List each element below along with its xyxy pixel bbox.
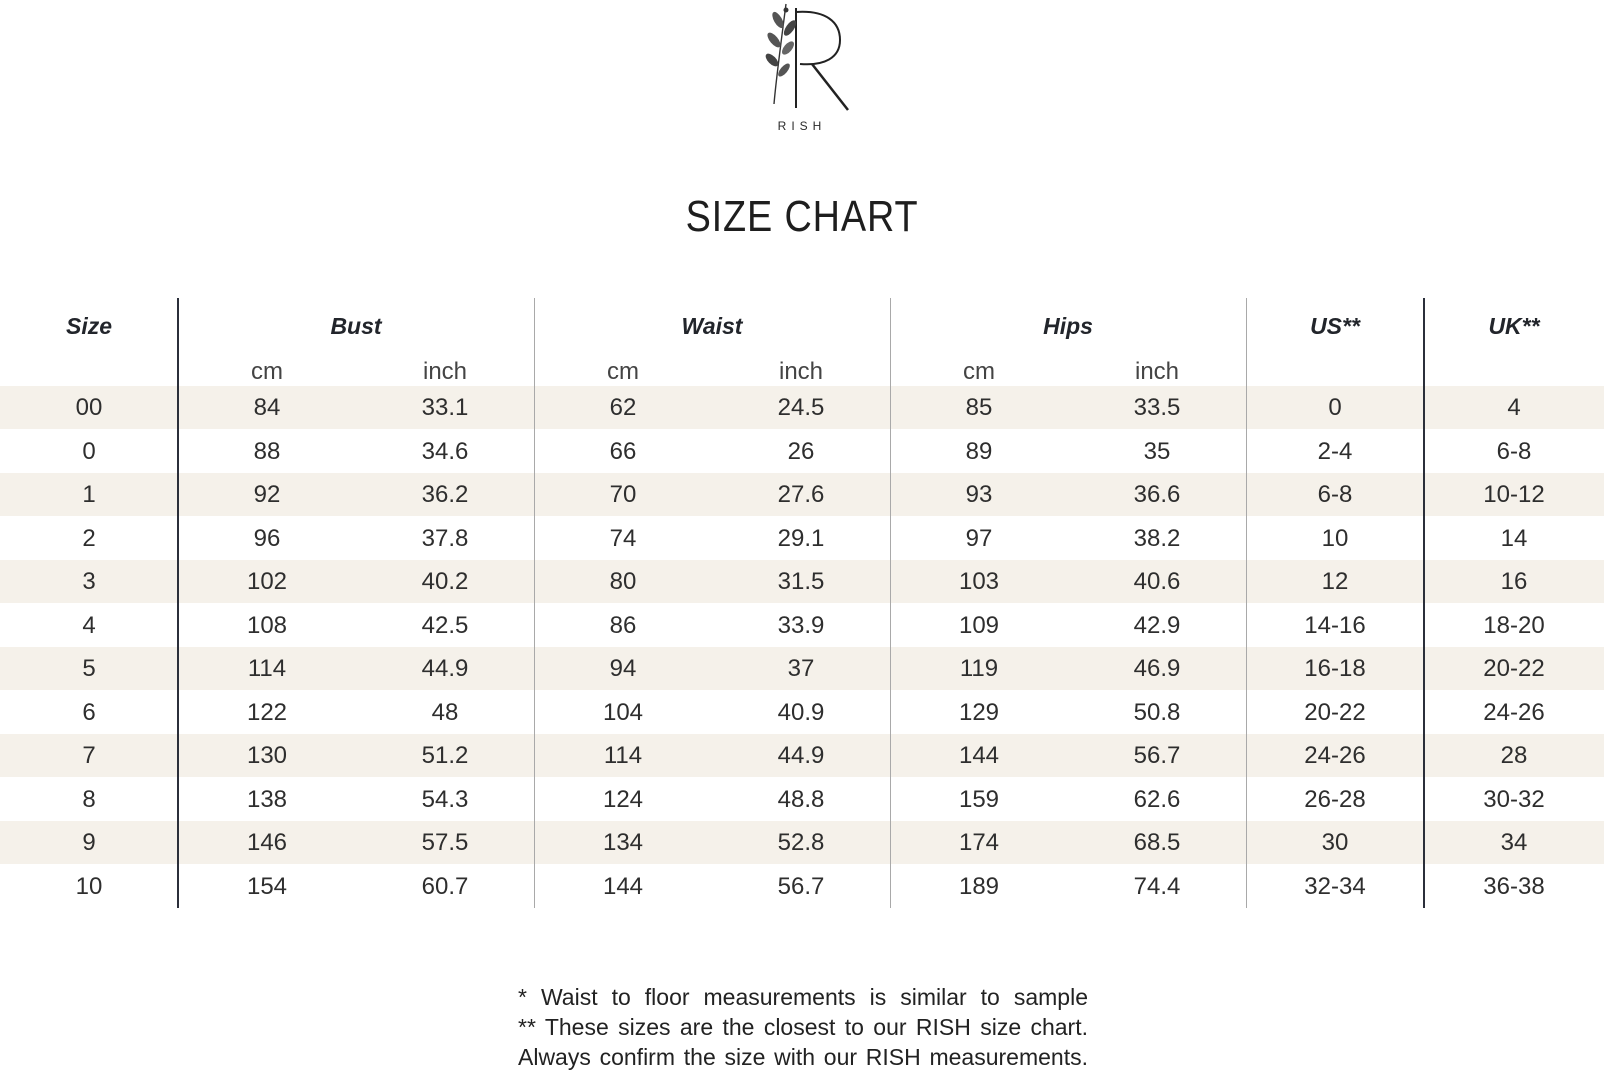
cell-bust-inch: 48 [431,698,459,726]
cell-hips-inch: 74.4 [1133,872,1181,900]
cell-hips-cm: 109 [958,611,1000,639]
unit-waist-cm: cm [607,358,639,385]
cell-size: 1 [82,481,96,508]
cell-hips-cm: 189 [958,872,1000,900]
cell-waist-inch: 40.9 [777,698,825,726]
cell-bust-cm: 96 [253,524,281,552]
cell-waist-inch: 29.1 [777,524,825,552]
cell-size: 5 [82,655,96,682]
brand-name: RISH [777,119,827,133]
cell-size: 00 [75,394,103,421]
table-row [0,647,1604,690]
header-us: US** [1310,313,1360,339]
cell-bust-cm: 122 [246,698,288,726]
header-uk: UK** [1488,313,1540,339]
cell-uk: 24-26 [1483,698,1545,726]
cell-us: 6-8 [1317,481,1353,508]
header-waist: Waist [681,313,743,339]
column-divider [177,298,179,908]
cell-bust-cm: 88 [253,437,281,465]
cell-waist-inch: 56.7 [777,872,825,900]
column-divider [534,298,535,908]
cell-hips-cm: 93 [965,481,993,508]
cell-waist-inch: 26 [787,437,815,465]
cell-us: 32-34 [1304,872,1366,900]
cell-bust-inch: 37.8 [421,524,469,552]
cell-waist-inch: 27.6 [777,481,825,508]
cell-us: 10 [1321,524,1349,552]
unit-hips-cm: cm [963,358,995,385]
cell-waist-cm: 86 [609,611,637,639]
table-row [0,734,1604,777]
cell-hips-inch: 62.6 [1133,785,1181,813]
cell-size: 3 [82,568,96,595]
unit-bust-inch: inch [422,358,468,385]
cell-hips-inch: 33.5 [1133,394,1181,421]
cell-uk: 4 [1507,394,1521,421]
cell-hips-inch: 56.7 [1133,742,1181,769]
cell-hips-inch: 68.5 [1133,829,1181,856]
cell-us: 12 [1321,568,1349,595]
cell-bust-inch: 40.2 [421,568,469,595]
cell-bust-cm: 138 [246,785,288,813]
footnotes [518,982,1088,1072]
cell-size: 9 [82,829,96,856]
cell-size: 6 [82,698,96,726]
page-title: SIZE CHART [685,192,919,241]
cell-size: 7 [82,742,96,769]
cell-waist-cm: 80 [609,568,637,595]
cell-hips-inch: 35 [1143,437,1171,465]
cell-hips-inch: 38.2 [1133,524,1181,552]
cell-waist-cm: 62 [609,394,637,421]
cell-waist-cm: 94 [609,655,637,682]
column-divider [890,298,891,908]
cell-hips-cm: 159 [958,785,1000,813]
table-row [0,473,1604,516]
cell-waist-cm: 74 [609,524,637,552]
cell-bust-cm: 84 [253,394,281,421]
cell-bust-cm: 108 [246,611,288,639]
cell-uk: 18-20 [1483,611,1545,639]
cell-us: 2-4 [1317,437,1353,465]
cell-waist-cm: 70 [609,481,637,508]
cell-bust-cm: 92 [253,481,281,508]
cell-bust-inch: 54.3 [421,785,469,813]
cell-waist-inch: 33.9 [777,611,825,639]
table-row [0,691,1604,734]
cell-hips-cm: 97 [965,524,993,552]
table-row [0,821,1604,864]
cell-bust-cm: 130 [246,742,288,769]
cell-hips-cm: 129 [958,698,1000,726]
cell-size: 8 [82,785,96,813]
header-hips: Hips [1043,313,1093,339]
cell-size: 4 [82,611,96,639]
cell-waist-cm: 104 [602,698,644,726]
cell-hips-cm: 85 [965,394,993,421]
cell-bust-cm: 146 [246,829,288,856]
cell-bust-inch: 34.6 [421,437,469,465]
footnote-waist: * Waist to floor measurements is similar to sample [518,984,1088,1010]
cell-waist-cm: 134 [602,829,644,856]
table-row [0,517,1604,560]
cell-uk: 34 [1500,829,1528,856]
header-bust: Bust [330,313,382,339]
cell-hips-cm: 103 [958,568,1000,595]
cell-bust-inch: 36.2 [421,481,469,508]
cell-waist-cm: 144 [602,872,644,900]
cell-hips-inch: 42.9 [1133,611,1181,639]
cell-bust-inch: 44.9 [421,655,469,682]
cell-us: 24-26 [1304,742,1366,769]
cell-hips-inch: 50.8 [1133,698,1181,726]
table-row [0,430,1604,473]
cell-size: 10 [75,872,103,900]
table-row [0,604,1604,647]
cell-waist-inch: 37 [787,655,815,682]
cell-waist-inch: 52.8 [777,829,825,856]
cell-us: 14-16 [1304,611,1366,639]
cell-hips-inch: 46.9 [1133,655,1181,682]
cell-bust-cm: 154 [246,872,288,900]
rish-monogram-icon [756,0,852,120]
cell-uk: 16 [1500,568,1528,595]
table-row [0,865,1604,908]
cell-waist-cm: 114 [603,742,643,769]
cell-bust-inch: 57.5 [421,829,469,856]
cell-uk: 6-8 [1496,437,1532,465]
footnote-confirm: Always confirm the size with our RISH measurements. [518,1044,1088,1070]
cell-hips-inch: 36.6 [1133,481,1181,508]
footnote-sizes: ** These sizes are the closest to our RISH size chart. [518,1014,1088,1040]
cell-us: 0 [1328,394,1342,421]
cell-bust-inch: 33.1 [421,394,469,421]
cell-bust-cm: 114 [247,655,287,682]
table-row [0,778,1604,821]
cell-us: 30 [1321,829,1349,856]
table-row [0,560,1604,603]
cell-waist-inch: 48.8 [777,785,825,813]
cell-bust-inch: 60.7 [421,872,469,900]
column-divider [1423,298,1425,908]
table-header-row [0,298,1604,354]
cell-hips-cm: 174 [958,829,1000,856]
unit-waist-inch: inch [778,358,824,385]
header-size: Size [65,313,113,339]
cell-uk: 14 [1500,524,1528,552]
cell-uk: 20-22 [1483,655,1545,682]
cell-hips-cm: 119 [959,655,999,682]
cell-waist-inch: 31.5 [777,568,825,595]
cell-waist-inch: 24.5 [777,394,825,421]
cell-bust-cm: 102 [246,568,288,595]
cell-us: 20-22 [1304,698,1366,726]
cell-waist-cm: 66 [609,437,637,465]
cell-waist-inch: 44.9 [777,742,825,769]
cell-hips-cm: 144 [958,742,1000,769]
cell-bust-inch: 42.5 [421,611,469,639]
column-divider [1246,298,1247,908]
cell-uk: 10-12 [1483,481,1545,508]
unit-hips-inch: inch [1134,358,1180,385]
cell-size: 2 [82,524,96,552]
table-row [0,386,1604,429]
cell-us: 26-28 [1304,785,1366,813]
cell-hips-inch: 40.6 [1133,568,1181,595]
cell-uk: 30-32 [1483,785,1545,813]
cell-hips-cm: 89 [965,437,993,465]
cell-uk: 36-38 [1483,872,1545,900]
cell-size: 0 [82,437,96,465]
cell-us: 16-18 [1304,655,1366,682]
cell-waist-cm: 124 [602,785,644,813]
unit-bust-cm: cm [251,358,283,385]
cell-bust-inch: 51.2 [421,742,469,769]
cell-uk: 28 [1500,742,1528,769]
